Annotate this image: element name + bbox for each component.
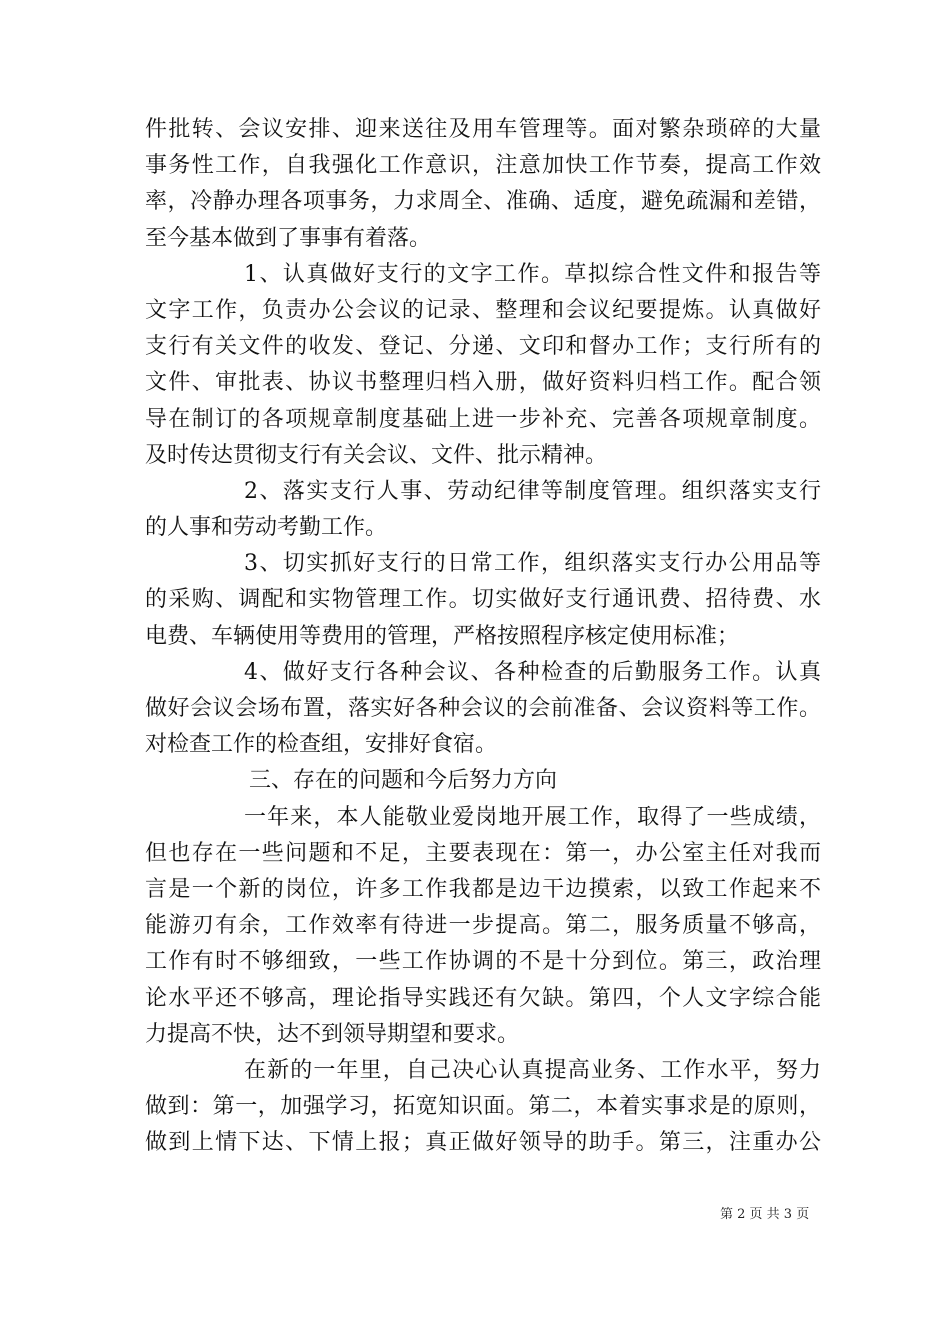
text-line: 至今基本做到了事事有着落。: [145, 225, 432, 251]
paragraph-start-line: 在新的一年里，自己决心认真提高业务、工作水平，努力: [244, 1057, 821, 1083]
text-line: 及时传达贯彻支行有关会议、文件、批示精神。: [145, 442, 608, 468]
paragraph-start-line: 2、落实支行人事、劳动纪律等制度管理。组织落实支行: [244, 478, 821, 504]
text-line: 的人事和劳动考勤工作。: [145, 515, 388, 541]
text-line: 论水平还不够高，理论指导实践还有欠缺。第四，个人文字综合能: [145, 985, 821, 1011]
paragraph-start-line: 一年来，本人能敬业爱岗地开展工作，取得了一些成绩，: [244, 804, 821, 830]
paragraph-start-line: 3、切实抓好支行的日常工作，组织落实支行办公用品等: [244, 551, 821, 577]
text-line: 工作有时不够细致，一些工作协调的不是十分到位。第三，政治理: [145, 949, 821, 975]
page-number: 第 2 页 共 3 页: [720, 1207, 810, 1222]
paragraph-start-line: 4、做好支行各种会议、各种检查的后勤服务工作。认真: [244, 659, 821, 685]
text-line: 做到：第一，加强学习，拓宽知识面。第二，本着实事求是的原则，: [145, 1094, 821, 1120]
text-line: 力提高不快，达不到领导期望和要求。: [145, 1021, 520, 1047]
text-line: 事务性工作，自我强化工作意识，注意加快工作节奏，提高工作效: [145, 153, 821, 179]
paragraph-start-line: 1、认真做好支行的文字工作。草拟综合性文件和报告等: [244, 261, 821, 287]
text-line: 导在制订的各项规章制度基础上进一步补充、完善各项规章制度。: [145, 406, 821, 432]
section-heading: 三、存在的问题和今后努力方向: [249, 768, 558, 794]
text-line: 但也存在一些问题和不足，主要表现在：第一，办公室主任对我而: [145, 840, 821, 866]
text-line: 率，冷静办理各项事务，力求周全、准确、适度，避免疏漏和差错，: [145, 189, 821, 215]
text-line: 支行有关文件的收发、登记、分递、文印和督办工作；支行所有的: [145, 334, 821, 360]
text-line: 做好会议会场布置，落实好各种会议的会前准备、会议资料等工作。: [145, 696, 821, 721]
text-line: 对检查工作的检查组，安排好食宿。: [145, 732, 498, 758]
text-line: 做到上情下达、下情上报；真正做好领导的助手。第三，注重办公: [145, 1130, 821, 1156]
text-line: 能游刃有余，工作效率有待进一步提高。第二，服务质量不够高，: [145, 913, 821, 939]
text-line: 文字工作，负责办公会议的记录、整理和会议纪要提炼。认真做好: [145, 297, 821, 323]
text-line: 的采购、调配和实物管理工作。切实做好支行通讯费、招待费、水: [145, 587, 821, 613]
text-line: 言是一个新的岗位，许多工作我都是边干边摸索，以致工作起来不: [145, 876, 821, 902]
text-line: 件批转、会议安排、迎来送往及用车管理等。面对繁杂琐碎的大量: [145, 117, 821, 142]
text-line: 文件、审批表、协议书整理归档入册，做好资料归档工作。配合领: [145, 370, 821, 396]
text-line: 电费、车辆使用等费用的管理，严格按照程序核定使用标准；: [145, 623, 740, 649]
document-body: [145, 112, 821, 1161]
